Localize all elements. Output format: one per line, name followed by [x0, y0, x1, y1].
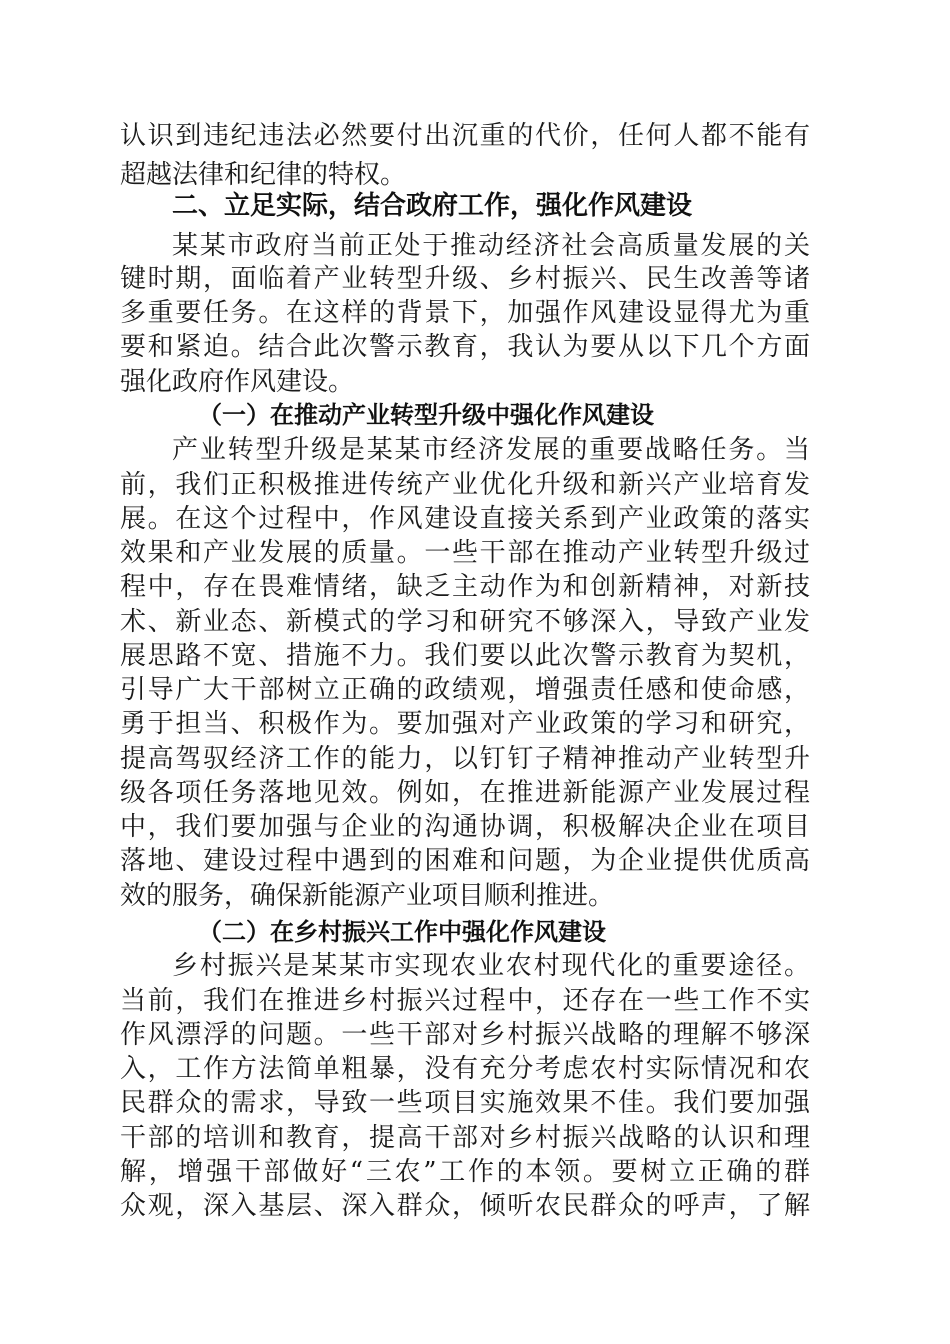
subsection-2-line-5: 民群众的需求，导致一些项目实施效果不佳。我们要加强 — [120, 1088, 810, 1118]
subsection-2-line-4: 入，工作方法简单粗暴，没有充分考虑农村实际情况和农 — [120, 1054, 810, 1084]
subsection-1-line-6: 术、新业态、新模式的学习和研究不够深入，导致产业发 — [120, 607, 810, 637]
subsection-1-line-12: 中，我们要加强与企业的沟通协调，积极解决企业在项目 — [120, 812, 810, 842]
section-2-line-2: 键时期，面临着产业转型升级、乡村振兴、民生改善等诸 — [120, 264, 810, 294]
subsection-1-line-7: 展思路不宽、措施不力。我们要以此次警示教育为契机， — [120, 641, 810, 671]
subsection-2-heading: （二）在乡村振兴工作中强化作风建设 — [198, 917, 606, 946]
intro-line-1: 认识到违纪违法必然要付出沉重的代价，任何人都不能有 — [120, 121, 810, 151]
intro-line-2: 超越法律和纪律的特权。 — [120, 160, 407, 190]
section-2-line-3: 多重要任务。在这样的背景下，加强作风建设显得尤为重 — [120, 298, 810, 328]
subsection-1-line-11: 级各项任务落地见效。例如，在推进新能源产业发展过程 — [120, 778, 810, 808]
section-2-line-4: 要和紧迫。结合此次警示教育，我认为要从以下几个方面 — [120, 332, 810, 362]
subsection-1-line-8: 引导广大干部树立正确的政绩观，增强责任感和使命感， — [120, 675, 810, 705]
subsection-1-line-3: 展。在这个过程中，作风建设直接关系到产业政策的落实 — [120, 504, 810, 534]
section-2-heading: 二、立足实际，结合政府工作，强化作风建设 — [172, 191, 693, 221]
subsection-1-line-14: 效的服务，确保新能源产业项目顺利推进。 — [120, 881, 615, 911]
subsection-1-line-1: 产业转型升级是某某市经济发展的重要战略任务。当 — [172, 435, 810, 465]
section-2-line-5: 强化政府作风建设。 — [120, 367, 355, 397]
subsection-1-line-4: 效果和产业发展的质量。一些干部在推动产业转型升级过 — [120, 538, 810, 568]
subsection-2-line-8: 众观，深入基层、深入群众，倾听农民群众的呼声，了解 — [120, 1191, 810, 1221]
subsection-1-heading: （一）在推动产业转型升级中强化作风建设 — [198, 400, 654, 429]
subsection-2-line-6: 干部的培训和教育，提高干部对乡村振兴战略的认识和理 — [120, 1123, 810, 1153]
subsection-1-line-10: 提高驾驭经济工作的能力，以钉钉子精神推动产业转型升 — [120, 744, 810, 774]
subsection-1-line-9: 勇于担当、积极作为。要加强对产业政策的学习和研究， — [120, 709, 810, 739]
section-2-line-1: 某某市政府当前正处于推动经济社会高质量发展的关 — [172, 231, 810, 261]
subsection-1-line-2: 前，我们正积极推进传统产业优化升级和新兴产业培育发 — [120, 470, 810, 500]
subsection-2-line-7: 解，增强干部做好“三农”工作的本领。要树立正确的群 — [120, 1157, 810, 1187]
subsection-1-line-13: 落地、建设过程中遇到的困难和问题，为企业提供优质高 — [120, 846, 810, 876]
subsection-2-line-3: 作风漂浮的问题。一些干部对乡村振兴战略的理解不够深 — [120, 1020, 810, 1050]
subsection-2-line-1: 乡村振兴是某某市实现农业农村现代化的重要途径。 — [172, 951, 810, 981]
subsection-2-line-2: 当前，我们在推进乡村振兴过程中，还存在一些工作不实 — [120, 986, 810, 1016]
subsection-1-line-5: 程中，存在畏难情绪，缺乏主动作为和创新精神，对新技 — [120, 572, 810, 602]
